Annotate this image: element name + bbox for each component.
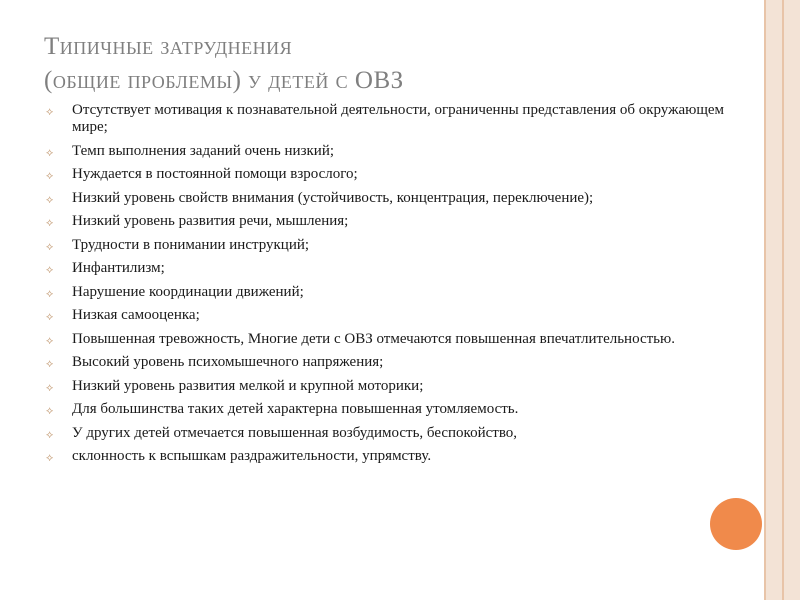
bullet-icon: ⟡ — [46, 427, 54, 441]
bullet-icon: ⟡ — [46, 105, 54, 118]
list-item — [46, 354, 726, 371]
bullet-icon: ⟡ — [46, 310, 54, 323]
list-item — [46, 260, 726, 277]
slide-title — [44, 30, 744, 98]
list-item-text: Нуждается в постоянной помощи взрослого; — [72, 166, 358, 182]
list-item-text: Темп выполнения заданий очень низкий; — [72, 142, 335, 159]
list-item — [46, 284, 726, 301]
bullet-icon: ⟡ — [46, 451, 54, 464]
list-item — [46, 307, 726, 324]
bullet-icon: ⟡ — [46, 357, 54, 370]
list-item — [46, 378, 726, 395]
border-line-left — [764, 0, 766, 600]
list-item-text: Низкий уровень свойств внимания (устойчивость, концентрация, переключение); — [72, 189, 594, 206]
list-item — [46, 425, 726, 442]
bullet-icon: ⟡ — [46, 286, 54, 300]
list-item-text: Для большинства таких детей характерна повышенная утомляемость. — [72, 401, 519, 417]
bullet-icon: ⟡ — [46, 216, 54, 229]
title-line-2: (общие проблемы) у детей с ОВЗ — [44, 67, 404, 94]
list-item — [46, 102, 726, 136]
list-item-text: Низкий уровень развития мелкой и крупной моторики; — [72, 377, 424, 394]
list-item-text: Инфантилизм; — [72, 260, 165, 276]
list-item-text: Высокий уровень психомышечного напряжения; — [72, 354, 384, 370]
list-item — [46, 190, 726, 207]
list-item — [46, 331, 726, 348]
list-item-text: Повышенная тревожность, Многие дети с ОВЗ отмечаются повышенная впечатлительностью. — [72, 330, 675, 347]
list-item — [46, 143, 726, 160]
bullet-icon: ⟡ — [46, 169, 54, 182]
bullet-icon: ⟡ — [46, 145, 54, 159]
bullet-icon: ⟡ — [46, 333, 54, 347]
accent-circle — [710, 498, 762, 550]
list-item — [46, 401, 726, 418]
list-item-text: склонность к вспышкам раздражительности, упрямству. — [72, 448, 432, 464]
bullet-icon: ⟡ — [46, 404, 54, 417]
list-item-text: Отсутствует мотивация к познавательной деятельности, ограниченны представления об окружающем мире; — [72, 102, 725, 135]
bullet-icon: ⟡ — [46, 380, 54, 394]
list-item-text: Трудности в понимании инструкций; — [72, 236, 310, 253]
list-item-text: Низкая самооценка; — [72, 307, 200, 323]
list-item — [46, 237, 726, 254]
border-line-right — [782, 0, 784, 600]
bullet-list — [46, 102, 726, 472]
list-item-text: Нарушение координации движений; — [72, 283, 304, 300]
list-item — [46, 448, 726, 465]
list-item — [46, 166, 726, 183]
list-item-text: У других детей отмечается повышенная возбудимость, беспокойство, — [72, 424, 518, 441]
bullet-icon: ⟡ — [46, 192, 54, 206]
bullet-icon: ⟡ — [46, 239, 54, 253]
list-item — [46, 213, 726, 230]
bullet-icon: ⟡ — [46, 263, 54, 276]
title-line-1: Типичные затруднения — [44, 33, 293, 60]
list-item-text: Низкий уровень развития речи, мышления; — [72, 213, 349, 229]
